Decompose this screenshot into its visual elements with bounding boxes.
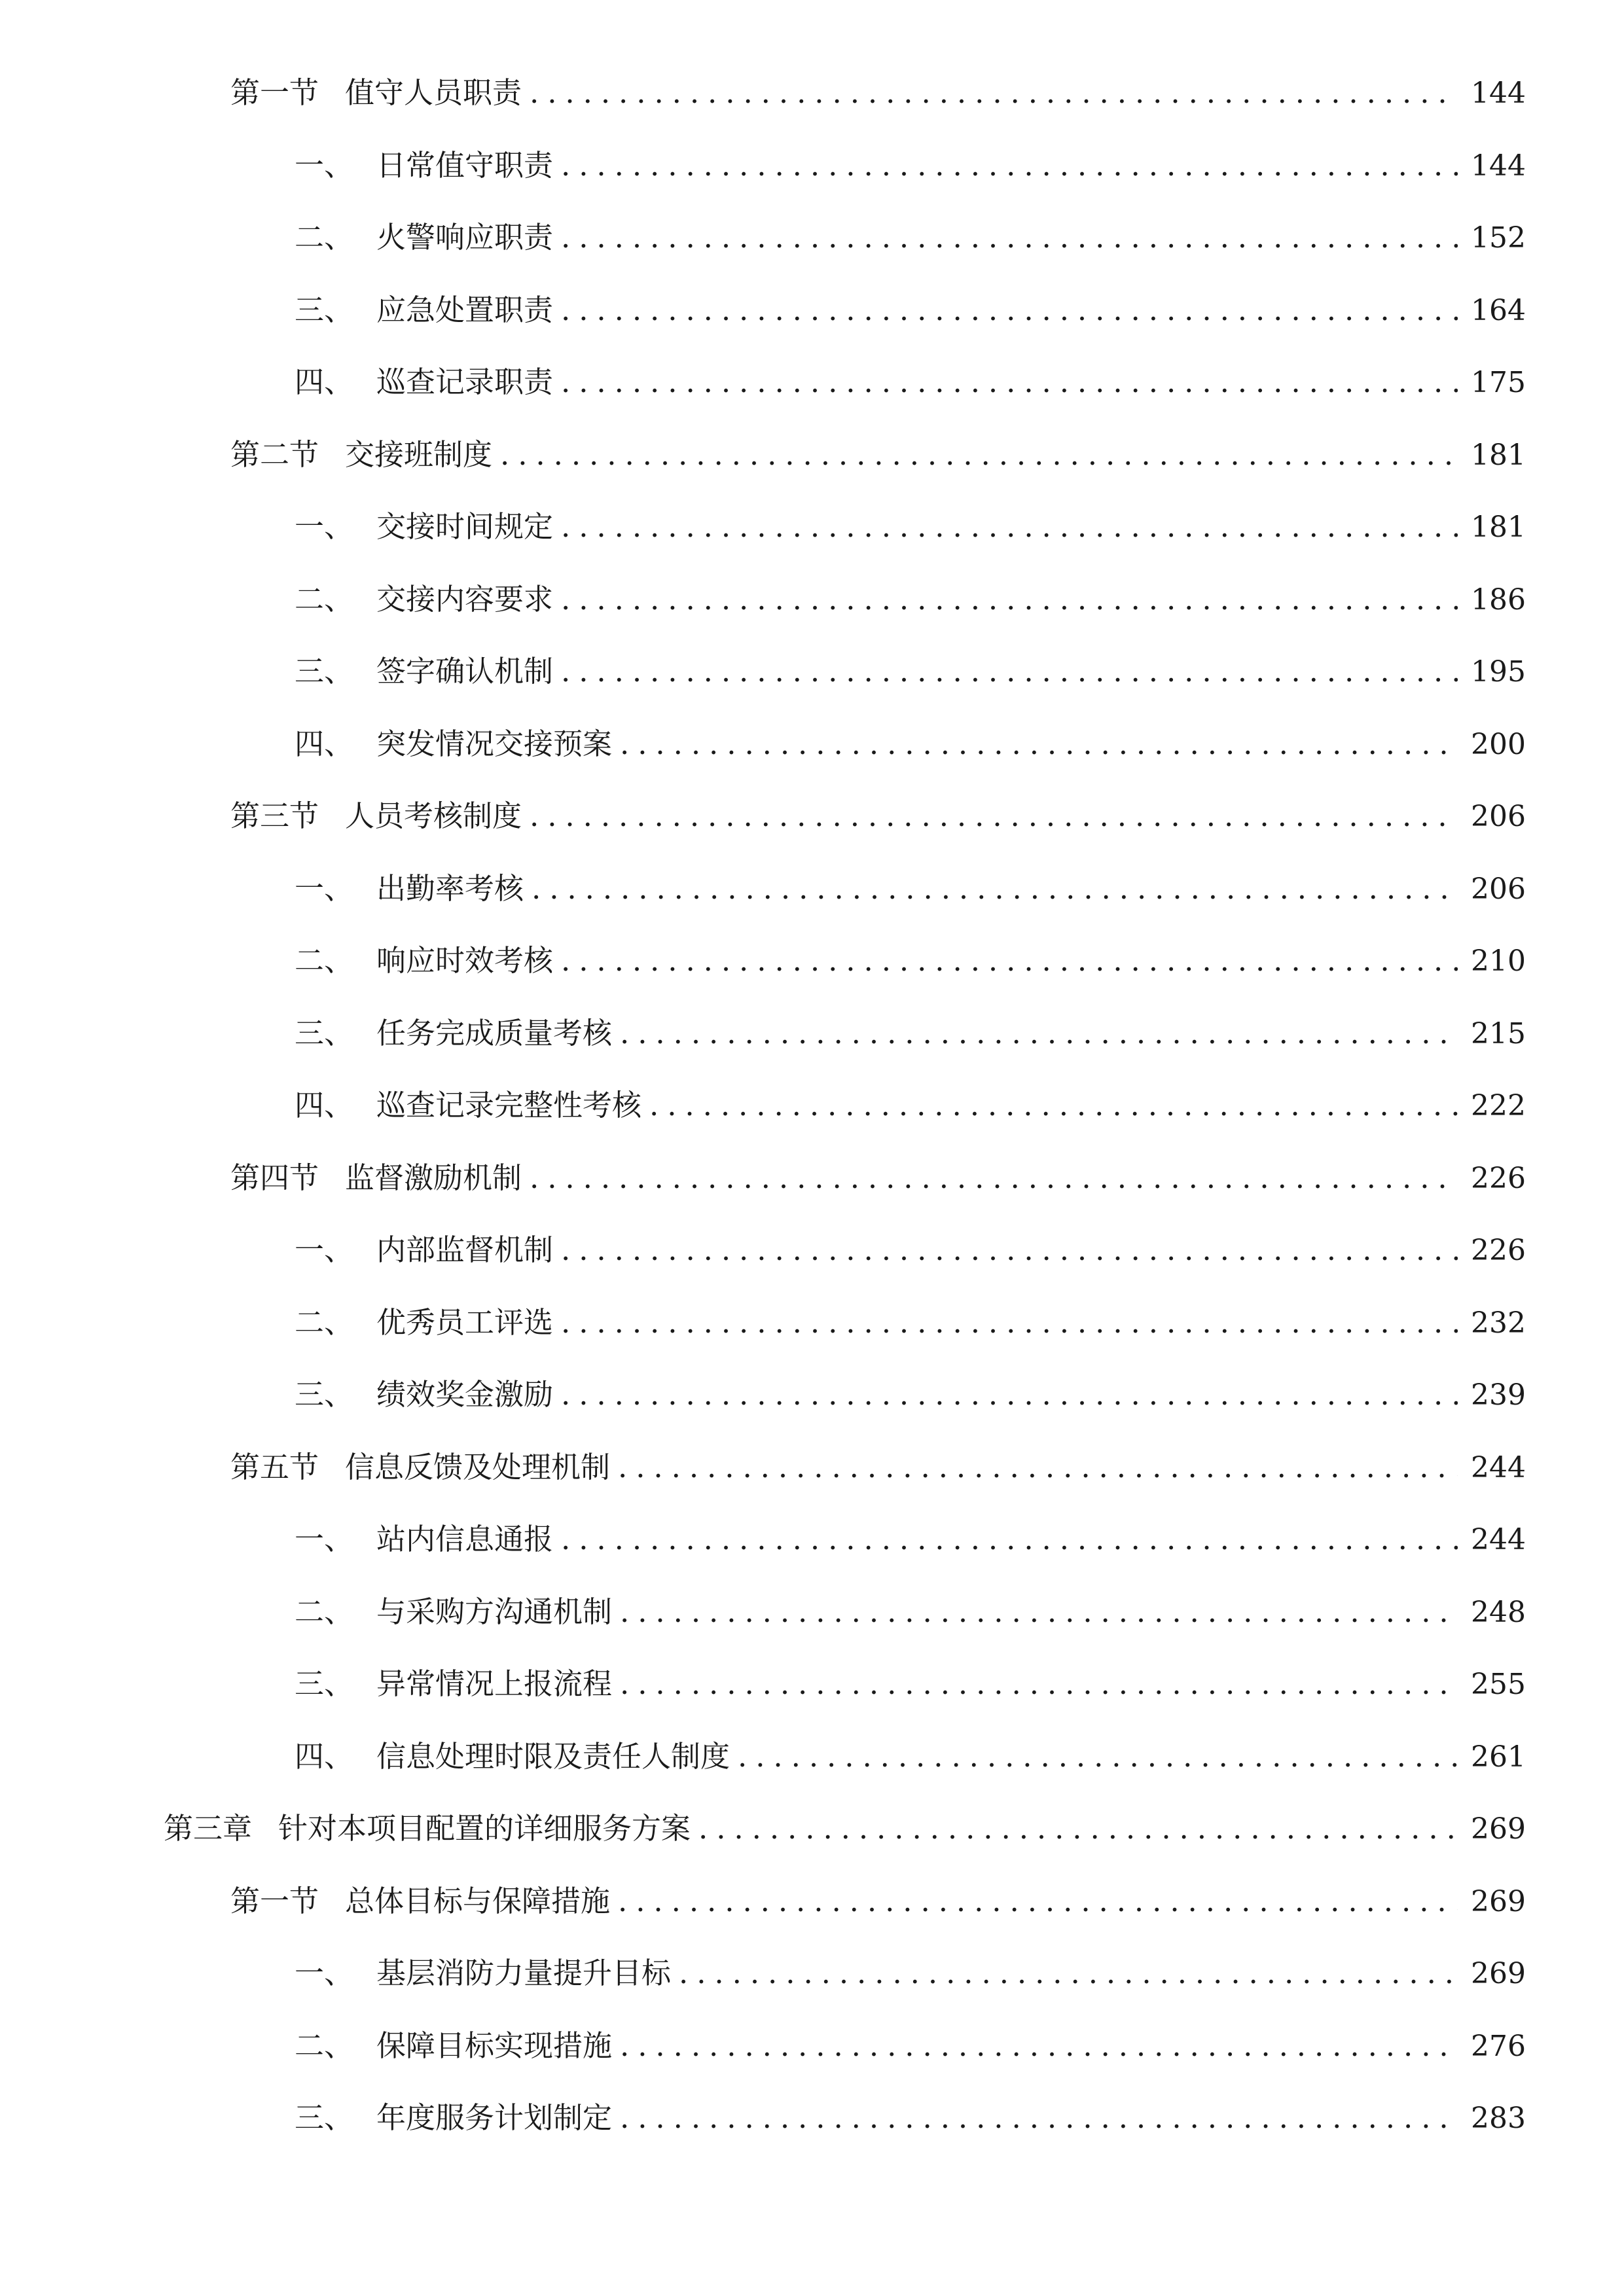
dot-leader xyxy=(500,429,1458,481)
toc-entry-number: 一、 xyxy=(295,870,354,906)
toc-entry-page-number: 195 xyxy=(1471,655,1526,689)
toc-entry-title: 基层消防力量提升目标 xyxy=(376,1956,672,1990)
toc-entry-page-number: 210 xyxy=(1471,944,1526,978)
toc-entry-title: 针对本项目配置的详细服务方案 xyxy=(278,1811,691,1846)
toc-entry-item[interactable] xyxy=(295,139,1526,192)
toc-entry-number: 第一节 xyxy=(230,75,319,110)
toc-entry-item[interactable] xyxy=(295,1513,1526,1566)
toc-entry-number: 三、 xyxy=(295,1015,354,1050)
toc-entry-item[interactable] xyxy=(295,935,1526,987)
toc-entry-item[interactable] xyxy=(295,1731,1526,1783)
toc-entry-title: 交接内容要求 xyxy=(376,581,554,617)
toc-entry-page-number: 181 xyxy=(1471,511,1526,544)
toc-entry-item[interactable] xyxy=(295,1586,1526,1638)
dot-leader xyxy=(620,1658,1458,1710)
toc-entry-item[interactable] xyxy=(295,718,1526,770)
toc-entry-page-number: 248 xyxy=(1471,1595,1526,1629)
dot-leader xyxy=(620,2092,1458,2144)
toc-entry-item[interactable] xyxy=(295,573,1526,626)
toc-entry-number: 二、 xyxy=(295,1594,354,1629)
toc-entry-title: 交接班制度 xyxy=(345,437,493,472)
toc-entry-section[interactable] xyxy=(230,1875,1526,1928)
toc-entry-number: 三、 xyxy=(295,1377,354,1412)
toc-entry-item[interactable] xyxy=(295,501,1526,553)
toc-entry-page-number: 244 xyxy=(1471,1523,1526,1556)
dot-leader xyxy=(530,1152,1458,1204)
toc-entry-number: 第二节 xyxy=(230,437,319,472)
toc-entry-title: 信息处理时限及责任人制度 xyxy=(376,1738,731,1774)
toc-entry-item[interactable] xyxy=(295,645,1526,698)
toc-entry-number: 第三节 xyxy=(230,798,319,833)
toc-entry-number: 四、 xyxy=(295,726,354,761)
toc-entry-item[interactable] xyxy=(295,1658,1526,1710)
toc-entry-title: 应急处置职责 xyxy=(376,292,554,327)
toc-entry-page-number: 152 xyxy=(1471,221,1526,255)
toc-entry-page-number: 200 xyxy=(1471,727,1526,761)
dot-leader xyxy=(561,284,1458,336)
toc-entry-page-number: 239 xyxy=(1471,1378,1526,1412)
dot-leader xyxy=(620,1007,1458,1060)
toc-entry-title: 巡查记录职责 xyxy=(376,365,554,399)
toc-entry-title: 火警响应职责 xyxy=(376,220,554,255)
toc-entry-title: 信息反馈及处理机制 xyxy=(345,1449,611,1484)
toc-entry-item[interactable] xyxy=(295,1079,1526,1132)
toc-entry-page-number: 269 xyxy=(1471,1812,1526,1846)
toc-entry-page-number: 276 xyxy=(1471,2029,1526,2063)
toc-entry-title: 人员考核制度 xyxy=(345,798,522,833)
dot-leader xyxy=(561,935,1458,987)
toc-entry-item[interactable] xyxy=(295,1297,1526,1349)
toc-entry-page-number: 226 xyxy=(1471,1234,1526,1267)
toc-entry-item[interactable] xyxy=(295,2020,1526,2072)
toc-entry-title: 任务完成质量考核 xyxy=(376,1015,613,1050)
toc-entry-number: 一、 xyxy=(295,147,354,183)
dot-leader xyxy=(530,790,1458,842)
toc-entry-title: 突发情况交接预案 xyxy=(376,726,613,761)
dot-leader xyxy=(530,67,1458,119)
toc-entry-item[interactable] xyxy=(295,863,1526,915)
toc-entry-number: 三、 xyxy=(295,2100,354,2135)
toc-entry-section[interactable] xyxy=(230,67,1526,119)
toc-entry-item[interactable] xyxy=(295,1224,1526,1276)
toc-entry-item[interactable] xyxy=(295,2092,1526,2144)
toc-entry-page-number: 222 xyxy=(1471,1089,1526,1122)
toc-entry-page-number: 206 xyxy=(1471,872,1526,906)
dot-leader xyxy=(679,1947,1458,2000)
toc-entry-page-number: 261 xyxy=(1471,1740,1526,1774)
toc-entry-title: 异常情况上报流程 xyxy=(376,1666,613,1701)
toc-entry-title: 与采购方沟通机制 xyxy=(376,1594,613,1629)
toc-entry-number: 四、 xyxy=(295,1088,354,1122)
toc-entry-number: 二、 xyxy=(295,220,354,255)
dot-leader xyxy=(618,1875,1458,1928)
toc-entry-number: 第一节 xyxy=(230,1883,319,1918)
toc-entry-number: 第三章 xyxy=(164,1811,253,1846)
toc-entry-number: 四、 xyxy=(295,365,354,399)
toc-entry-page-number: 215 xyxy=(1471,1016,1526,1050)
toc-entry-number: 三、 xyxy=(295,654,354,689)
toc-entry-page-number: 186 xyxy=(1471,583,1526,617)
toc-entry-number: 二、 xyxy=(295,943,354,978)
toc-entry-title: 年度服务计划制定 xyxy=(376,2100,613,2135)
toc-entry-number: 二、 xyxy=(295,581,354,617)
toc-entry-title: 保障目标实现措施 xyxy=(376,2028,613,2063)
dot-leader xyxy=(620,1586,1458,1638)
toc-entry-title: 总体目标与保障措施 xyxy=(345,1883,611,1918)
toc-entry-item[interactable] xyxy=(295,211,1526,264)
toc-entry-title: 监督激励机制 xyxy=(345,1160,522,1195)
dot-leader xyxy=(620,718,1458,770)
toc-entry-number: 三、 xyxy=(295,292,354,327)
dot-leader xyxy=(738,1731,1458,1783)
toc-entry-item[interactable] xyxy=(295,284,1526,336)
toc-entry-title: 内部监督机制 xyxy=(376,1232,554,1267)
toc-entry-section[interactable] xyxy=(230,1441,1526,1494)
toc-entry-page-number: 283 xyxy=(1471,2102,1526,2135)
toc-entry-number: 三、 xyxy=(295,1666,354,1701)
toc-entry-page-number: 226 xyxy=(1471,1161,1526,1195)
dot-leader xyxy=(561,1369,1458,1421)
toc-entry-number: 第五节 xyxy=(230,1449,319,1484)
toc-entry-number: 四、 xyxy=(295,1738,354,1774)
toc-entry-page-number: 269 xyxy=(1471,1957,1526,1990)
dot-leader xyxy=(561,1513,1458,1566)
toc-entry-number: 一、 xyxy=(295,1956,354,1990)
dot-leader xyxy=(561,501,1458,553)
dot-leader xyxy=(561,139,1458,192)
toc-entry-page-number: 244 xyxy=(1471,1450,1526,1484)
dot-leader xyxy=(698,1803,1458,1855)
toc-entry-page-number: 144 xyxy=(1471,149,1526,183)
toc-entry-page-number: 269 xyxy=(1471,1884,1526,1918)
dot-leader xyxy=(649,1079,1458,1132)
toc-entry-item[interactable] xyxy=(295,1007,1526,1060)
toc-entry-page-number: 175 xyxy=(1471,366,1526,399)
dot-leader xyxy=(561,1224,1458,1276)
toc-entry-section[interactable] xyxy=(230,429,1526,481)
toc-entry-number: 一、 xyxy=(295,509,354,544)
toc-entry-number: 二、 xyxy=(295,2028,354,2063)
dot-leader xyxy=(561,573,1458,626)
toc-entry-title: 日常值守职责 xyxy=(376,147,554,183)
toc-entry-number: 第四节 xyxy=(230,1160,319,1195)
toc-entry-title: 值守人员职责 xyxy=(345,75,522,110)
toc-entry-title: 优秀员工评选 xyxy=(376,1304,554,1340)
toc-entry-page-number: 164 xyxy=(1471,293,1526,327)
toc-entry-number: 二、 xyxy=(295,1304,354,1340)
toc-entry-number: 一、 xyxy=(295,1522,354,1556)
dot-leader xyxy=(618,1441,1458,1494)
toc-entry-number: 一、 xyxy=(295,1232,354,1267)
toc-entry-title: 巡查记录完整性考核 xyxy=(376,1088,642,1122)
dot-leader xyxy=(561,356,1458,408)
toc-entry-item[interactable] xyxy=(295,1947,1526,2000)
toc-entry-title: 站内信息通报 xyxy=(376,1522,554,1556)
toc-entry-title: 出勤率考核 xyxy=(376,870,524,906)
toc-entry-title: 交接时间规定 xyxy=(376,509,554,544)
toc-entry-chapter[interactable] xyxy=(164,1803,1526,1855)
toc-entry-page-number: 144 xyxy=(1471,77,1526,110)
toc-entry-page-number: 206 xyxy=(1471,800,1526,833)
toc-entry-section[interactable] xyxy=(230,790,1526,842)
dot-leader xyxy=(620,2020,1458,2072)
toc-entry-section[interactable] xyxy=(230,1152,1526,1204)
dot-leader xyxy=(561,1297,1458,1349)
toc-entry-item[interactable] xyxy=(295,1369,1526,1421)
toc-entry-item[interactable] xyxy=(295,356,1526,408)
toc-entry-page-number: 181 xyxy=(1471,438,1526,472)
dot-leader xyxy=(532,863,1458,915)
toc-entry-title: 响应时效考核 xyxy=(376,943,554,978)
toc-entry-page-number: 255 xyxy=(1471,1668,1526,1701)
dot-leader xyxy=(561,645,1458,698)
toc-entry-page-number: 232 xyxy=(1471,1306,1526,1340)
dot-leader xyxy=(561,211,1458,264)
toc-entry-title: 绩效奖金激励 xyxy=(376,1377,554,1412)
toc-entry-title: 签字确认机制 xyxy=(376,654,554,689)
